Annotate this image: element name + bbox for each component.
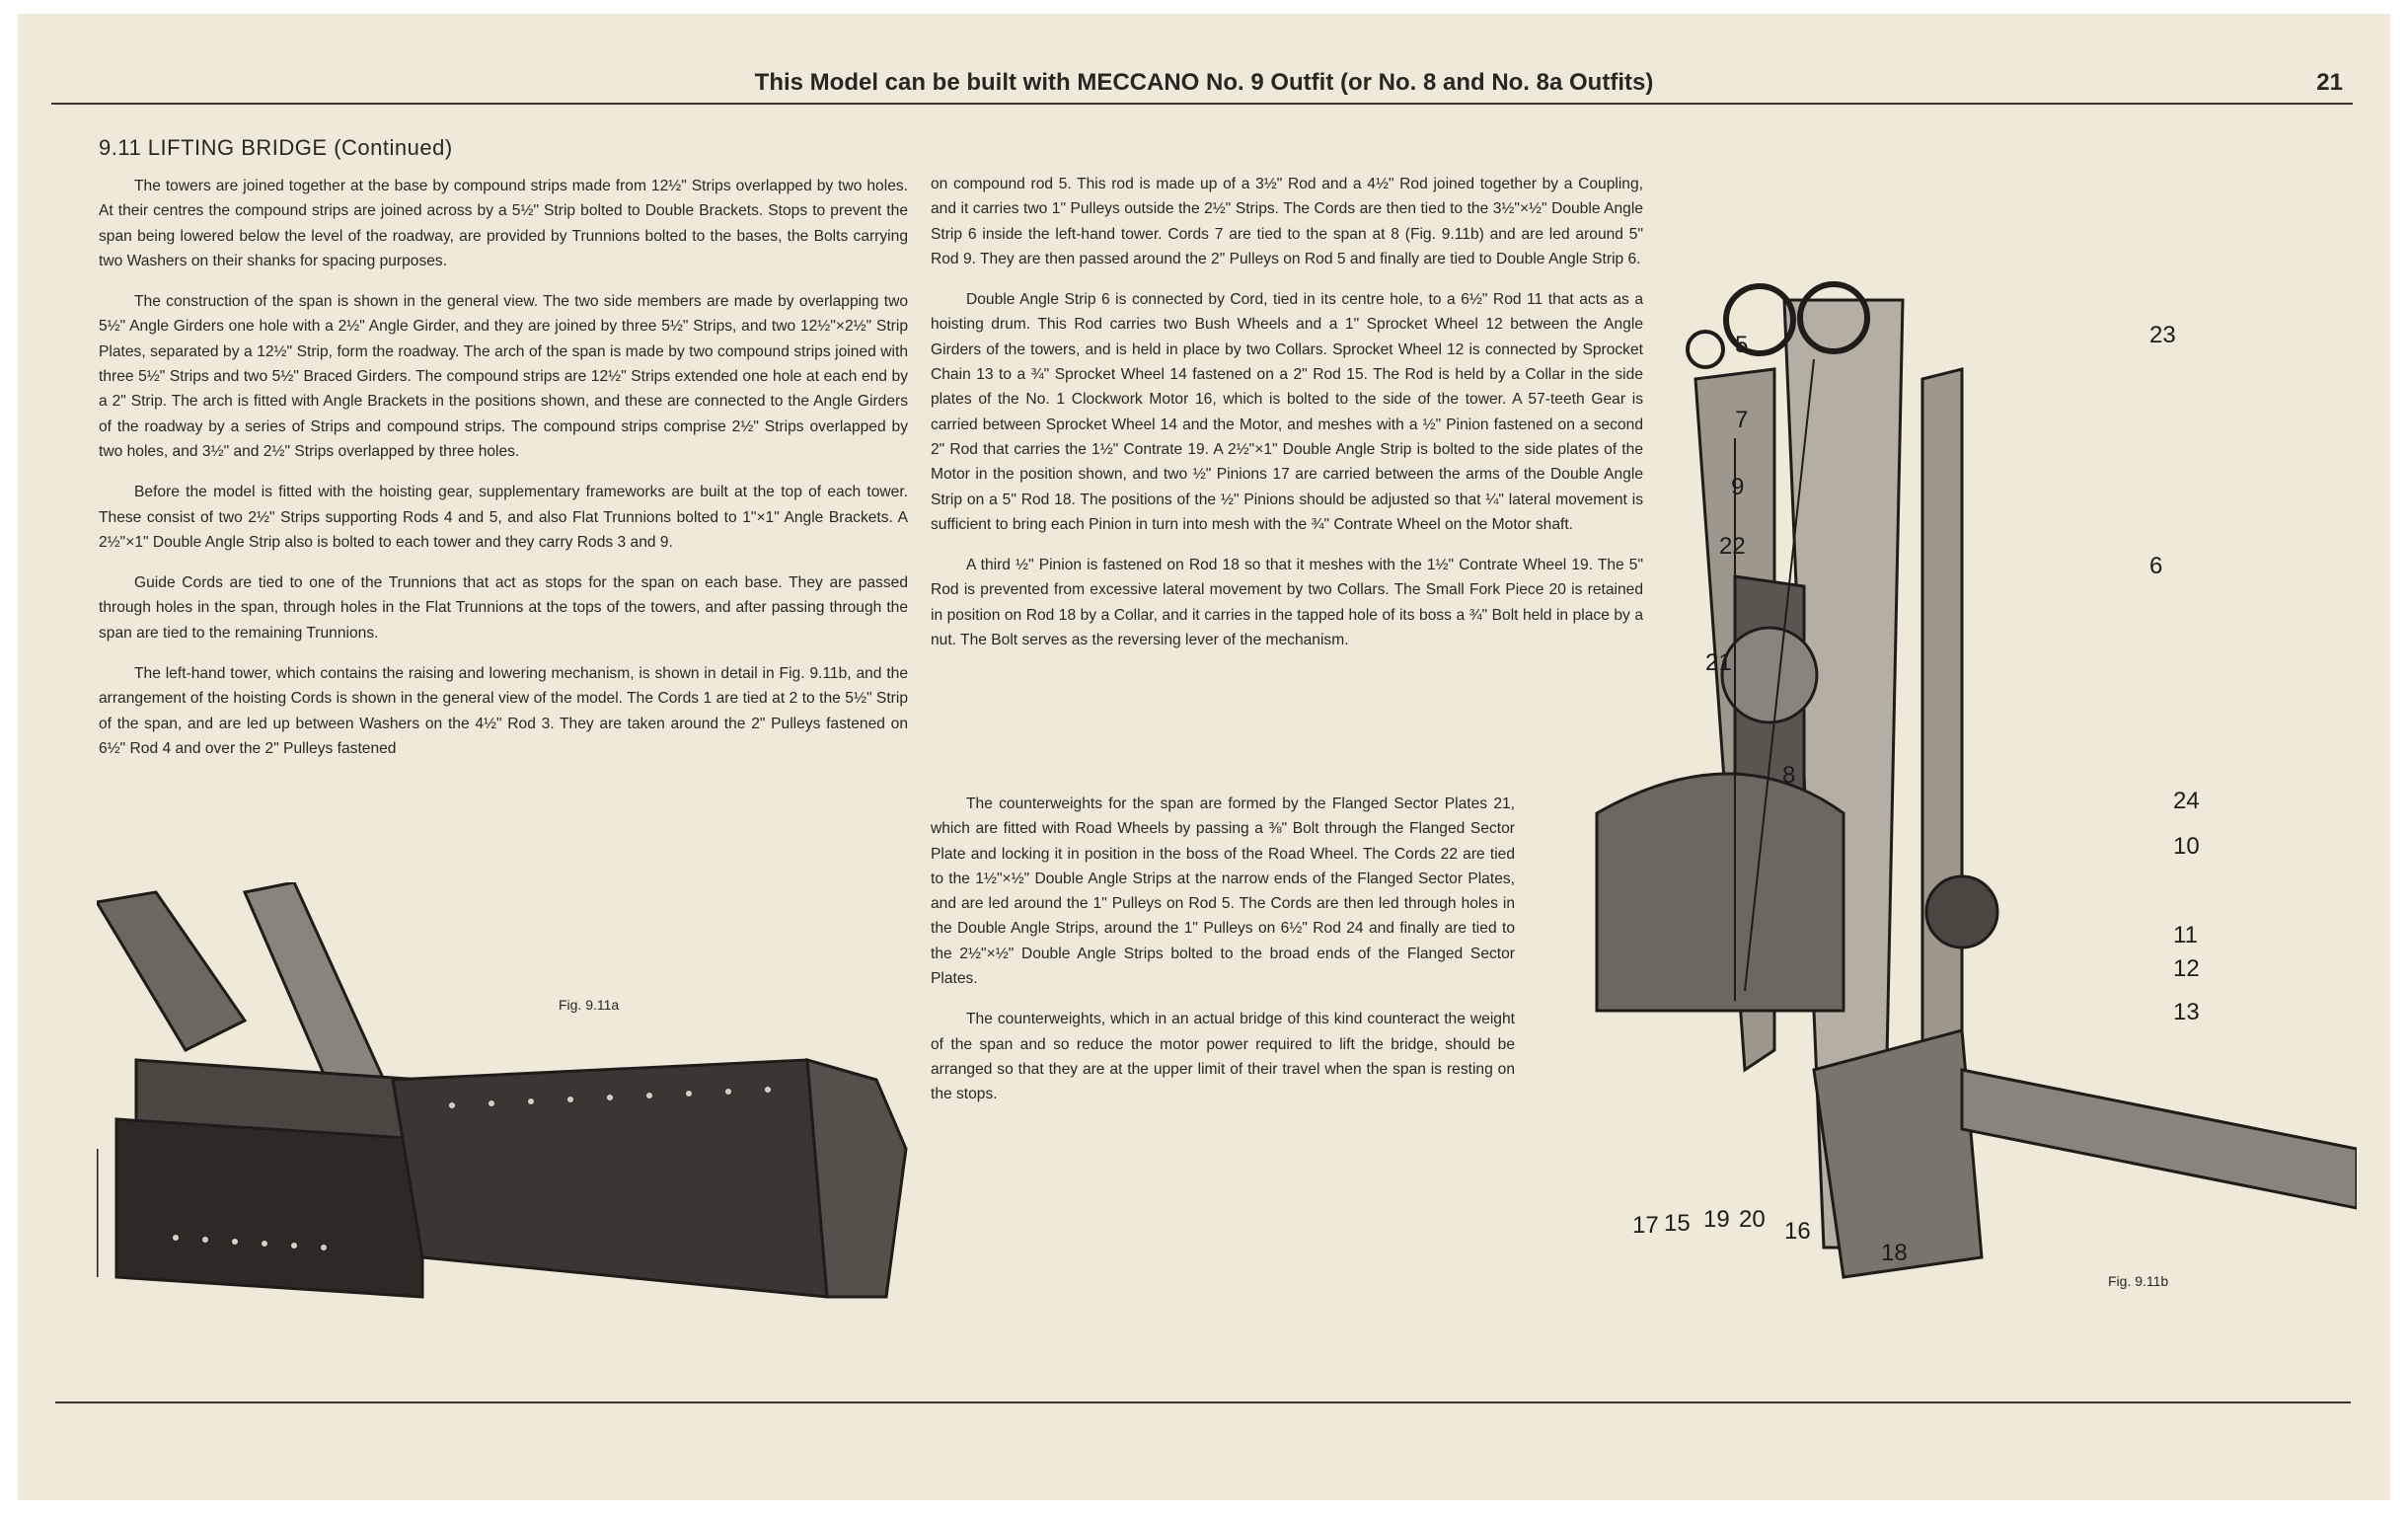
- callout-label: 23: [2149, 322, 2176, 348]
- figure-9-11b-illustration: [1587, 261, 2357, 1287]
- figure-9-11a-caption: Fig. 9.11a: [559, 997, 620, 1013]
- footer-rule: [55, 1401, 2351, 1403]
- callout-label: 21: [1705, 649, 1732, 676]
- section-title: 9.11 LIFTING BRIDGE (Continued): [99, 135, 453, 160]
- paragraph: on compound rod 5. This rod is made up of a 3½" Rod and a 4½" Rod joined together by a Coupling, and it carries two 1" Pulleys outside the 2½" Strips. The Cords are then tied to the 3½"×½" Double Angle Strip 6 inside the left-hand tower. Cords 7 are tied to the span at 8 (Fig. 9.11b) and are led around 5" Rod 9. They are then passed around the 2" Pulleys on Rod 5 and finally are tied to Double Angle Strip 6.: [931, 176, 1643, 267]
- callout-label: 8: [1782, 762, 1796, 789]
- callout-label: 5: [1735, 332, 1749, 358]
- paragraph: A third ½" Pinion is fastened on Rod 18 so that it meshes with the 1½" Contrate Wheel 19. The 5" Rod is prevented from excessive lateral movement by two Collars. The Small Fork Piece 20 is retained in position on Rod 18 by a Collar, and it carries in the tapped hole of its boss a ¾" Bolt held in place by a nut. The Bolt serves as the reversing lever of the mechanism.: [931, 557, 1643, 649]
- callout-label: 12: [2173, 955, 2200, 982]
- callout-label: 15: [1664, 1210, 1691, 1237]
- callout-label: 24: [2173, 788, 2200, 814]
- page: [18, 14, 2390, 1500]
- callout-label: 6: [2149, 553, 2163, 579]
- lower-column: [931, 792, 1515, 1123]
- callout-label: 13: [2173, 999, 2200, 1025]
- callout-label: 17: [1632, 1212, 1659, 1239]
- paragraph: Before the model is fitted with the hoisting gear, supplementary frameworks are built at the top of each tower. These consist of two 2½" Strips supporting Rods 4 and 5, and also Flat Trunnions bolted to 1"×1" Angle Brackets. A 2½"×1" Double Angle Strip also is bolted to each tower and they carry Rods 3 and 9.: [99, 484, 908, 551]
- paragraph: The counterweights for the span are formed by the Flanged Sector Plates 21, which are fitted with Road Wheels by passing a ⅜" Bolt through the Flanged Sector Plate and locking it in position in the boss of the Road Wheel. The Cords 22 are tied to the 1½"×½" Double Angle Strips at the narrow ends of the Flanged Sector Plates, and are led around the 1" Pulleys on Rod 5. The Cords are then led through holes in the Double Angle Strips, around the 1" Pulleys on 6½" Rod 24 and finally are tied to the 2½"×½" Double Angle Strips bolted to the broad ends of the Flanged Sector Plates.: [931, 795, 1515, 988]
- paragraph: The towers are joined together at the base by compound strips made from 12½" Strips overlapped by two holes. At their centres the compound strips are joined across by a 5½" Strip bolted to Double Brackets. Stops to prevent the span being lowered below the level of the roadway, are provided by Trunnions bolted to the bases, the Bolts carrying two Washers on their shanks for spacing purposes.: [99, 178, 908, 269]
- page-number: 21: [2316, 69, 2343, 96]
- callout-label: 10: [2173, 833, 2200, 860]
- header-title: This Model can be built with MECCANO No. 9 Outfit (or No. 8 and No. 8a Outfits): [754, 69, 1654, 96]
- left-column: [99, 174, 908, 777]
- figure-9-11b-caption: Fig. 9.11b: [2108, 1273, 2169, 1289]
- paragraph: Guide Cords are tied to one of the Trunnions that act as stops for the span on each base. They are passed through holes in the span, through holes in the Flat Trunnions at the tops of the towers, and after passing through the span are tied to the remaining Trunnions.: [99, 574, 908, 642]
- callout-label: 7: [1735, 407, 1749, 433]
- callout-label: 19: [1703, 1206, 1730, 1233]
- figure-9-11a-illustration: [97, 882, 926, 1336]
- callout-label: 18: [1881, 1240, 1908, 1266]
- callout-label: 11: [2173, 922, 2198, 948]
- middle-column: [931, 172, 1643, 668]
- paragraph: Double Angle Strip 6 is connected by Cord, tied in its centre hole, to a 6½" Rod 11 that acts as a hoisting drum. This Rod carries two Bush Wheels and a 1" Sprocket Wheel 12 between the Angle Girders of the towers, and is held in place by two Collars. Sprocket Wheel 12 is connected by Sprocket Chain 13 to a ¾" Sprocket Wheel 14 fastened on a 2" Rod 15. The Rod is held by a Collar in the side plates of the No. 1 Clockwork Motor 16, which is bolted to the side of the tower. A 57-teeth Gear is carried between Sprocket Wheel 14 and the Motor, and meshes with a ½" Pinion fastened on a second 2" Rod that carries the 1½" Contrate 19. A 2½"×1" Double Angle Strip is bolted to the side plates of the Motor in the position shown, and two ½" Pinions 17 are carried between the arms of the Double Angle Strip on a 5" Rod 18. The positions of the ½" Pinions should be adjusted so that ¼" lateral movement is sufficient to bring each Pinion in turn into mesh with the ¾" Contrate Wheel on the Motor shaft.: [931, 291, 1643, 533]
- callout-label: 16: [1784, 1218, 1811, 1245]
- callout-label: 22: [1719, 533, 1746, 560]
- callout-label: 20: [1739, 1206, 1766, 1233]
- paragraph: The left-hand tower, which contains the raising and lowering mechanism, is shown in detail in Fig. 9.11b, and the arrangement of the hoisting Cords is shown in the general view of the model. The Cords 1 are tied at 2 to the 5½" Strip of the span, and are led up between Washers on the 4½" Rod 3. They are taken around the 2" Pulleys fastened on 6½" Rod 4 and over the 2" Pulleys fastened: [99, 665, 908, 757]
- header-rule: [51, 103, 2353, 105]
- callout-label: 9: [1731, 474, 1745, 500]
- paragraph: The counterweights, which in an actual bridge of this kind counteract the weight of the span and so reduce the motor power required to lift the bridge, should be arranged so that they are at the upper limit of their travel when the span is resting on the stops.: [931, 1011, 1515, 1103]
- paragraph: The construction of the span is shown in the general view. The two side members are made by overlapping two 5½" Angle Girders one hole with a 2½" Angle Girder, and they are joined by three 5½" Strips, and two 12½"×2½" Strip Plates, separated by a 12½" Strip, form the roadway. The arch of the span is made by two compound strips joined with three 5½" Strips and two 5½" Braced Girders. The compound strips are 12½" Strips extended one hole at each end by a 2" Strip. The arch is fitted with Angle Brackets in the positions shown, and these are connected to the Angle Girders of the roadway by a series of Strips and compound strips. The compound strips comprise 2½" Strips overlapped by two holes, and 3½" and 2½" Strips overlapped by three holes.: [99, 293, 908, 460]
